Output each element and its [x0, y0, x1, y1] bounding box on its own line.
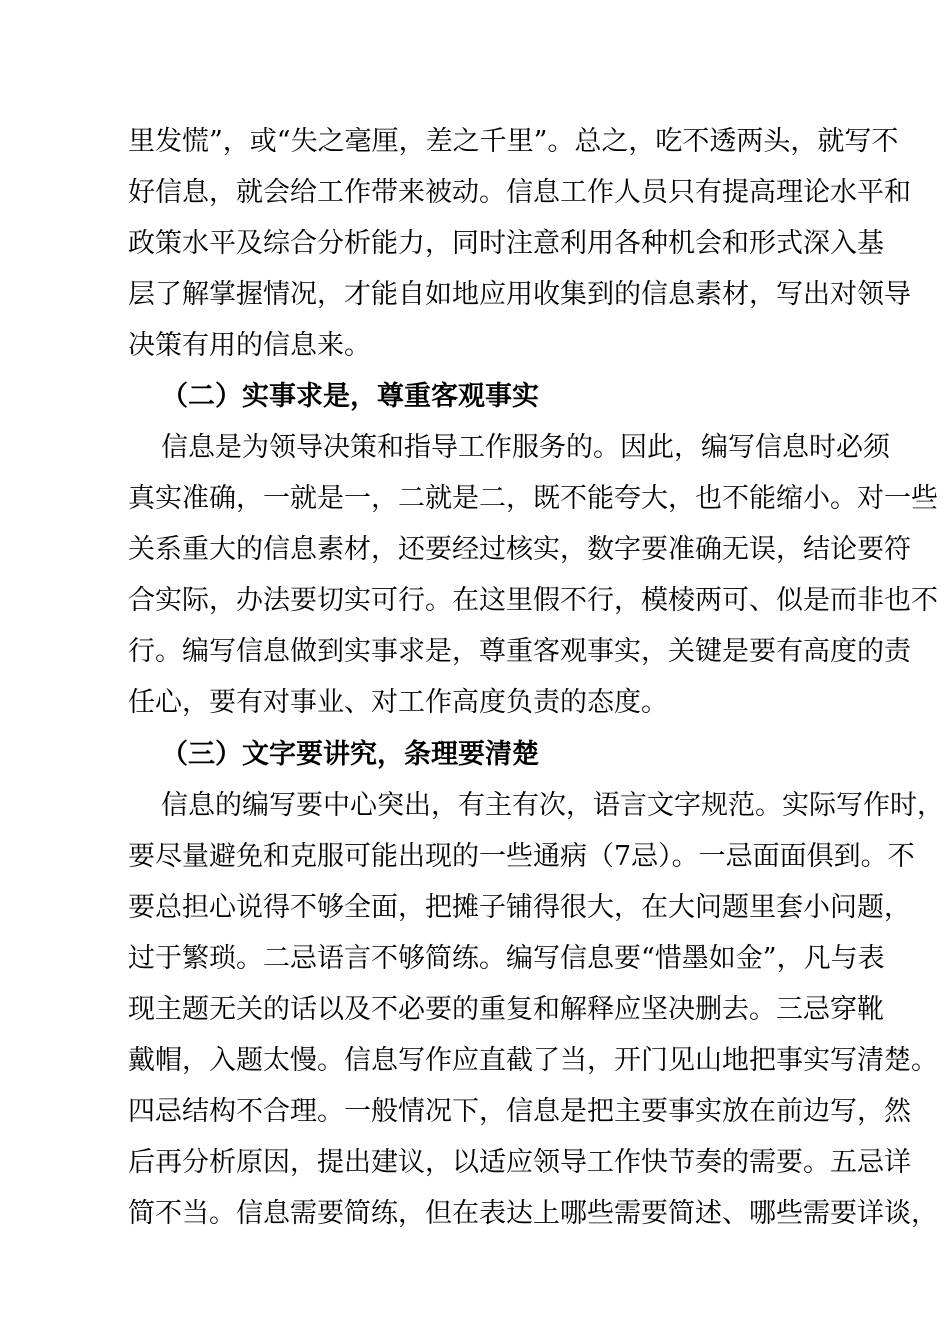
paragraph-line: 简不当。信息需要简练，但在表达上哪些需要简述、哪些需要详谈，	[128, 1198, 938, 1229]
paragraph-line: 后再分析原因，提出建议，以适应领导工作快节奏的需要。五忌详	[128, 1147, 911, 1178]
paragraph-line: 信息是为领导决策和指导工作服务的。因此，编写信息时必须	[161, 432, 890, 463]
paragraph-line: 过于繁琐。二忌语言不够简练。编写信息要“惜墨如金”，凡与表	[128, 943, 885, 974]
paragraph-line: 戴帽，入题太慢。信息写作应直截了当，开门见山地把事实写清楚。	[128, 1045, 938, 1076]
paragraph-line: 层了解掌握情况，才能自如地应用收集到的信息素材，写出对领导	[128, 279, 911, 310]
section-heading: （二）实事求是，尊重客观事实	[161, 381, 539, 412]
paragraph-line: 政策水平及综合分析能力，同时注意利用各种机会和形式深入基	[128, 228, 884, 259]
paragraph-line: 信息的编写要中心突出，有主有次，语言文字规范。实际写作时，	[161, 790, 944, 821]
paragraph-line: 要尽量避免和克服可能出现的一些通病（7忌）。一忌面面俱到。不	[128, 841, 915, 872]
section-heading: （三）文字要讲究，条理要清楚	[161, 739, 539, 770]
paragraph-line: 里发慌”，或“失之毫厘，差之千里”。总之，吃不透两头，就写不	[128, 126, 899, 157]
paragraph-line: 现主题无关的话以及不必要的重复和解释应坚决删去。三忌穿靴	[128, 994, 884, 1025]
paragraph-line: 好信息，就会给工作带来被动。信息工作人员只有提高理论水平和	[128, 177, 911, 208]
paragraph-line: 四忌结构不合理。一般情况下，信息是把主要事实放在前边写，然	[128, 1096, 911, 1127]
paragraph-line: 要总担心说得不够全面，把摊子铺得很大，在大问题里套小问题，	[128, 892, 911, 923]
paragraph-line: 真实准确，一就是一，二就是二，既不能夸大，也不能缩小。对一些	[128, 483, 938, 514]
paragraph-line: 合实际，办法要切实可行。在这里假不行，模棱两可、似是而非也不	[128, 585, 938, 616]
paragraph-line: 决策有用的信息来。	[128, 330, 371, 361]
paragraph-line: 行。编写信息做到实事求是，尊重客观事实，关键是要有高度的责	[128, 636, 911, 667]
paragraph-line: 任心，要有对事业、对工作高度负责的态度。	[128, 687, 668, 718]
paragraph-line: 关系重大的信息素材，还要经过核实，数字要准确无误，结论要符	[128, 534, 911, 565]
